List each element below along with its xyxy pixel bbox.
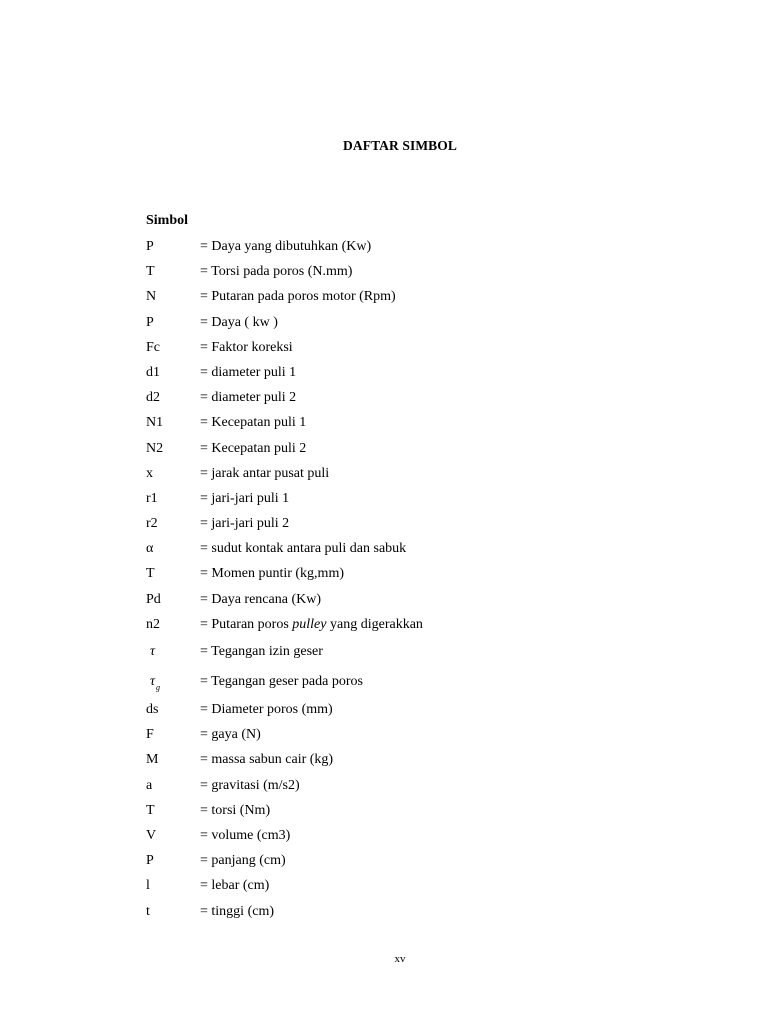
symbol-row: [146, 237, 626, 262]
symbol: [150, 672, 159, 693]
symbol-row: [146, 388, 626, 413]
symbol-description: = jari-jari puli 2: [200, 516, 290, 532]
symbol: n2: [146, 616, 160, 632]
symbol-row: [146, 564, 626, 589]
symbol-row: [146, 725, 626, 750]
symbol-subscript: g: [156, 683, 161, 692]
symbol-description: = lebar (cm): [200, 878, 270, 894]
symbol-list: [146, 237, 626, 927]
symbol: M: [146, 752, 159, 768]
symbol-row: [146, 670, 626, 700]
symbol: d1: [146, 364, 160, 380]
symbol-row: [146, 876, 626, 901]
symbol-description: = gravitasi (m/s2): [200, 777, 300, 793]
symbol: r2: [146, 516, 158, 532]
symbol-row: [146, 363, 626, 388]
symbol: α: [146, 541, 154, 557]
symbol-row: [146, 590, 626, 615]
symbol-description: = sudut kontak antara puli dan sabuk: [200, 541, 407, 557]
symbol-row: [146, 750, 626, 775]
symbol: T: [146, 802, 155, 818]
symbol: N: [146, 289, 157, 305]
symbol-row: [146, 439, 626, 464]
symbol-description: = gaya (N): [200, 727, 261, 743]
symbol: F: [146, 727, 154, 743]
symbol-row: [146, 640, 626, 670]
symbol: N1: [146, 415, 164, 431]
symbol: P: [146, 239, 154, 254]
symbol-description: = volume (cm3): [200, 827, 291, 843]
symbol-row: [146, 615, 626, 640]
symbol-row: [146, 801, 626, 826]
symbol-description: = Daya yang dibutuhkan (Kw): [200, 239, 372, 254]
description-text: yang digerakkan: [326, 616, 423, 632]
symbol-description: = tinggi (cm): [200, 903, 274, 919]
symbol-base: τ: [150, 674, 156, 689]
symbol-row: [146, 338, 626, 363]
symbol-description: = Kecepatan puli 2: [200, 440, 307, 456]
symbol-row: [146, 489, 626, 514]
symbol-description: = Daya ( kw ): [200, 314, 278, 330]
section-heading: Simbol: [146, 213, 189, 228]
symbol: V: [146, 827, 157, 843]
symbol-row: [146, 700, 626, 725]
symbol-row: [146, 514, 626, 539]
symbol: T: [146, 264, 155, 280]
symbol-description: = Tegangan geser pada poros: [200, 674, 363, 689]
symbol: τ: [150, 644, 156, 659]
symbol-description: = torsi (Nm): [200, 802, 271, 818]
symbol: Fc: [146, 339, 160, 355]
symbol-description: = panjang (cm): [200, 853, 286, 869]
symbol-description: = jarak antar pusat puli: [200, 465, 330, 481]
symbol-description: = massa sabun cair (kg): [200, 752, 334, 768]
symbol: ds: [146, 702, 159, 717]
symbol-description: = Faktor koreksi: [200, 339, 293, 355]
symbol-description: = Kecepatan puli 1: [200, 415, 307, 431]
symbol: l: [146, 878, 150, 894]
symbol-row: [146, 851, 626, 876]
symbol-description: = jari-jari puli 1: [200, 490, 290, 506]
symbol: d2: [146, 390, 160, 406]
symbol-description: = Momen puntir (kg,mm): [200, 566, 344, 582]
symbol-description: = Diameter poros (mm): [200, 702, 333, 717]
symbol: N2: [146, 440, 164, 456]
symbol: T: [146, 566, 155, 582]
symbol-row: [146, 902, 626, 927]
symbol-description: = diameter puli 2: [200, 390, 297, 406]
symbol-row: [146, 464, 626, 489]
symbol-row: [146, 413, 626, 438]
symbol-row: [146, 287, 626, 312]
symbol-row: [146, 262, 626, 287]
symbol: r1: [146, 490, 158, 506]
symbol-description: [200, 615, 423, 635]
symbol-row: [146, 313, 626, 338]
description-text: = Putaran poros: [200, 616, 293, 632]
symbol: x: [146, 465, 153, 481]
symbol-description: = diameter puli 1: [200, 364, 297, 380]
symbol: P: [146, 314, 154, 330]
symbol: Pd: [146, 591, 161, 607]
symbol-row: [146, 776, 626, 801]
page-number: xv: [394, 953, 406, 965]
symbol: a: [146, 777, 153, 793]
symbol-row: [146, 539, 626, 564]
symbol-description: = Daya rencana (Kw): [200, 591, 321, 607]
symbol: t: [146, 903, 150, 919]
page-title: DAFTAR SIMBOL: [343, 138, 457, 153]
description-italic-text: pulley: [292, 616, 327, 632]
symbol-description: = Torsi pada poros (N.mm): [200, 264, 353, 280]
symbol-description: = Tegangan izin geser: [200, 644, 323, 659]
symbol-row: [146, 826, 626, 851]
symbol: P: [146, 853, 154, 869]
symbol-description: = Putaran pada poros motor (Rpm): [200, 289, 396, 305]
